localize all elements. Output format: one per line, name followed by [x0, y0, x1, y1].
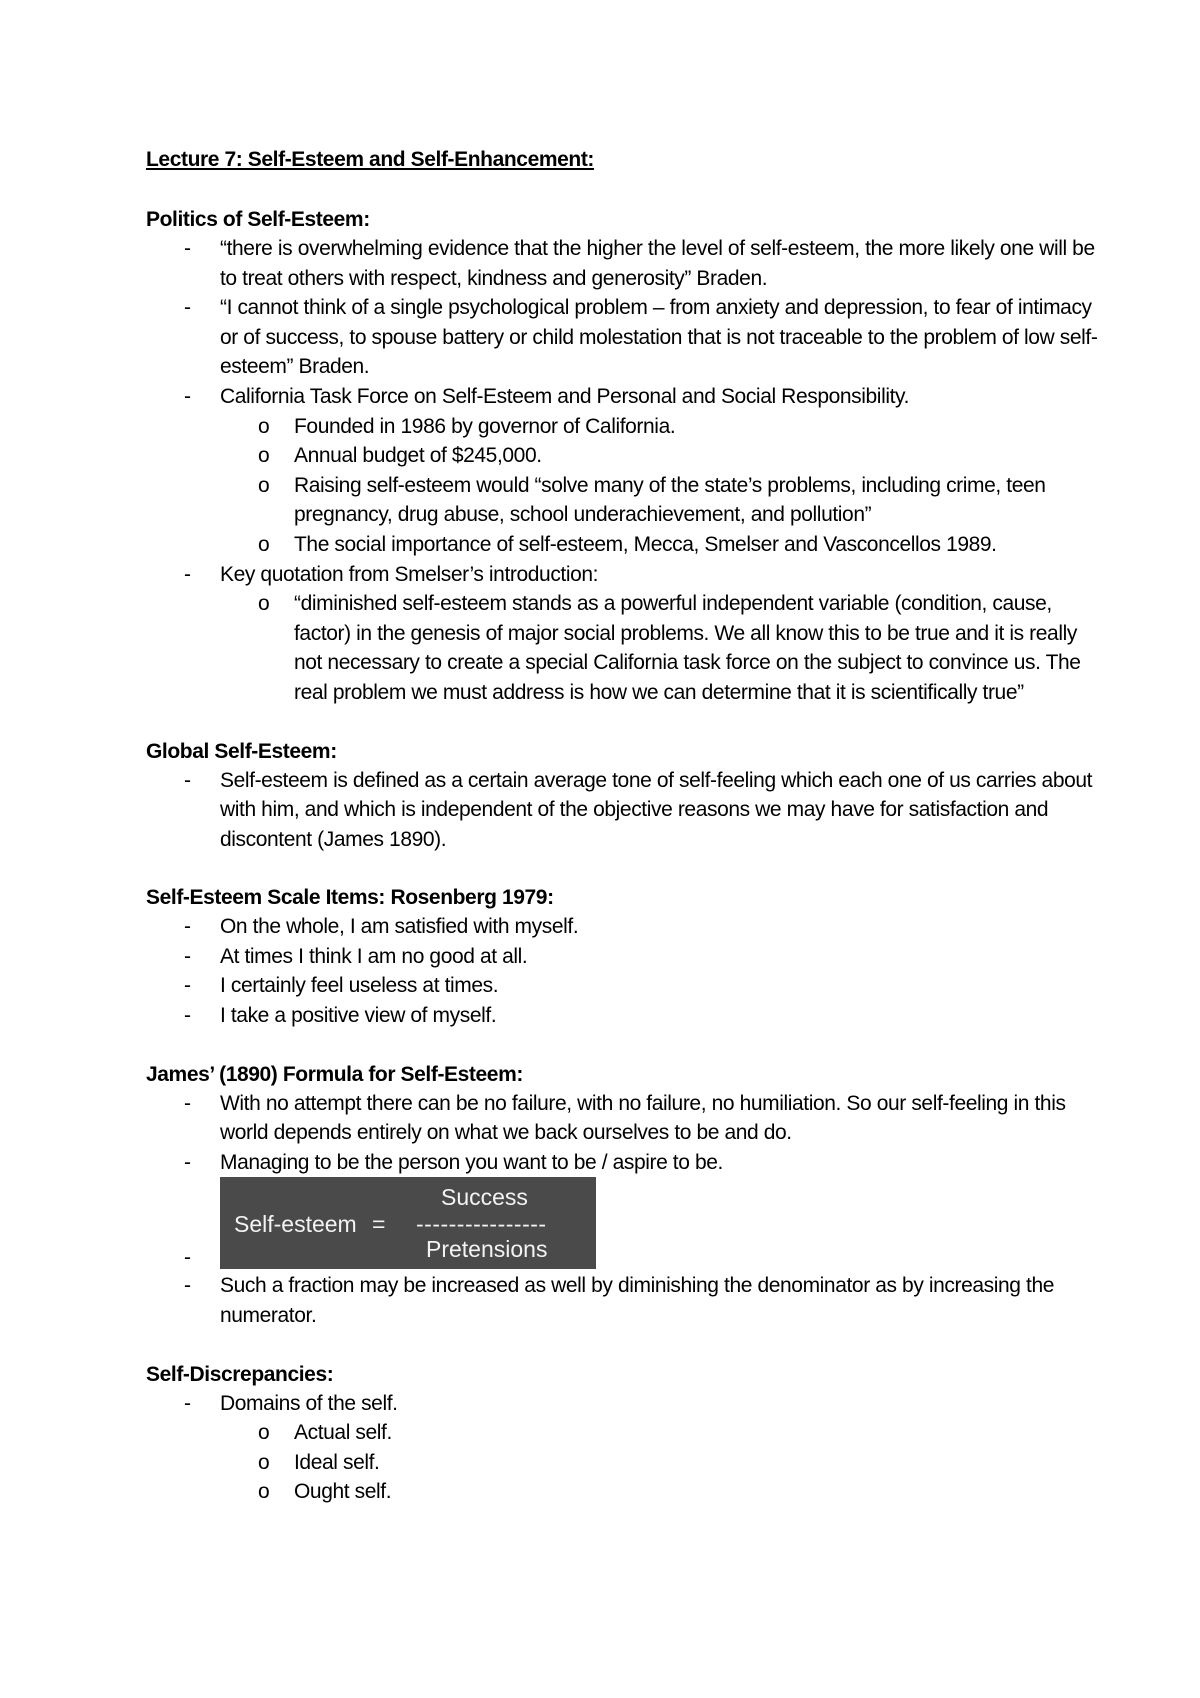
formula-denominator: Pretensions	[426, 1236, 548, 1263]
list-item	[146, 942, 1100, 972]
dash-bullet: -	[184, 296, 191, 320]
domains-sublist	[220, 1418, 1100, 1507]
dash-bullet: -	[184, 1274, 191, 1298]
sub-list-item-text: Annual budget of $245,000.	[294, 444, 542, 468]
circle-bullet: o	[258, 1421, 270, 1445]
sub-list-item	[220, 1477, 1100, 1507]
section-global	[146, 737, 1200, 855]
sub-list-item-text: Founded in 1986 by governor of California.	[294, 414, 676, 438]
section-heading-scale: Self-Esteem Scale Items: Rosenberg 1979:	[146, 886, 554, 910]
sub-list-item	[220, 530, 1100, 560]
list-item-text: Managing to be the person you want to be / aspire to be.	[220, 1150, 723, 1174]
circle-bullet: o	[258, 592, 270, 616]
list-item-text: With no attempt there can be no failure, with no failure, no humiliation. So our self-feeling in this world depends entirely on what we back ourselves to be and do.	[220, 1091, 1066, 1145]
section-heading-james: James’ (1890) Formula for Self-Esteem:	[146, 1062, 523, 1086]
dash-bullet: -	[184, 1091, 191, 1115]
list-item	[146, 766, 1100, 855]
list-item-text: I take a positive view of myself.	[220, 1004, 497, 1028]
dash-bullet: -	[184, 915, 191, 939]
list-item	[146, 382, 1100, 560]
dash-bullet: -	[184, 1391, 191, 1415]
dash-bullet: -	[184, 1150, 191, 1174]
list-item	[146, 1271, 1100, 1330]
page-title: Lecture 7: Self-Esteem and Self-Enhancement:	[146, 148, 595, 171]
circle-bullet: o	[258, 473, 270, 497]
section-heading-politics: Politics of Self-Esteem:	[146, 208, 370, 231]
formula-numerator: Success	[441, 1184, 528, 1211]
section-heading-discrepancies: Self-Discrepancies:	[146, 1362, 334, 1386]
list-item	[146, 234, 1100, 293]
list-item-text: Self-esteem is defined as a certain average tone of self-feeling which each one of us carries about with him, and which is independent of the objective reasons we may have for satisfaction and discontent (James 1890).	[220, 768, 1093, 851]
james-list	[146, 1089, 1200, 1331]
dash-bullet: -	[184, 237, 191, 260]
circle-bullet: o	[258, 1480, 270, 1504]
dash-bullet: -	[184, 384, 191, 408]
list-item	[146, 1001, 1100, 1031]
list-item-text: California Task Force on Self-Esteem and Personal and Social Responsibility.	[220, 384, 910, 408]
section-politics	[146, 205, 1200, 708]
politics-list	[146, 234, 1200, 708]
list-item	[146, 912, 1100, 942]
sub-list-item-text: Ideal self.	[294, 1450, 380, 1474]
formula-fraction-bar: ----------------	[416, 1211, 547, 1238]
formula-list-item	[146, 1177, 1100, 1271]
sub-list-item	[220, 1418, 1100, 1448]
sub-list-item-text: Raising self-esteem would “solve many of the state’s problems, including crime, teen pregnancy, drug abuse, school underachievement, and pollution”	[294, 473, 1046, 527]
sub-list-item	[220, 441, 1100, 471]
list-item-text: “there is overwhelming evidence that the higher the level of self-esteem, the more likely one will be to treat others with respect, kindness and generosity” Braden.	[220, 237, 1095, 290]
list-item	[146, 1089, 1100, 1148]
list-item-text: Key quotation from Smelser’s introduction:	[220, 562, 599, 586]
list-item	[146, 971, 1100, 1001]
section-heading-global: Global Self-Esteem:	[146, 739, 337, 763]
formula-equals: =	[372, 1211, 386, 1238]
list-item-text: I certainly feel useless at times.	[220, 974, 499, 998]
dash-bullet: -	[184, 1246, 191, 1270]
quotation-sublist	[220, 589, 1100, 707]
task-force-sublist	[220, 412, 1100, 560]
scale-list	[146, 912, 1200, 1030]
dash-bullet: -	[184, 944, 191, 968]
list-item-text: “I cannot think of a single psychological problem – from anxiety and depression, to fear of intimacy or of success, to spouse battery or child molestation that is not traceable to the problem of low self-esteem” Braden.	[220, 296, 1098, 379]
section-discrepancies	[146, 1360, 1200, 1507]
list-item	[146, 560, 1100, 708]
sub-list-item-text: The social importance of self-esteem, Mecca, Smelser and Vasconcellos 1989.	[294, 532, 997, 556]
list-item-text: Domains of the self.	[220, 1391, 398, 1415]
formula-lhs: Self-esteem	[234, 1211, 357, 1238]
sub-list-item	[220, 471, 1100, 530]
formula-image	[220, 1177, 596, 1269]
list-item	[146, 1389, 1100, 1507]
dash-bullet: -	[184, 1004, 191, 1028]
circle-bullet: o	[258, 444, 270, 468]
dash-bullet: -	[184, 562, 191, 586]
list-item-text: Such a fraction may be increased as well by diminishing the denominator as by increasing the numerator.	[220, 1274, 1055, 1328]
dash-bullet: -	[184, 974, 191, 998]
sub-list-item	[220, 589, 1100, 707]
list-item-text: On the whole, I am satisfied with myself.	[220, 915, 579, 939]
circle-bullet: o	[258, 414, 270, 438]
sub-list-item-text: “diminished self-esteem stands as a powerful independent variable (condition, cause, factor) in the genesis of major social problems. We all know this to be true and it is really not necessary to create a special California task force on the subject to convince us. The real problem we must address is how we can determine that it is scientifically true”	[294, 592, 1081, 704]
sub-list-item	[220, 412, 1100, 442]
global-list	[146, 766, 1200, 855]
sub-list-item-text: Ought self.	[294, 1480, 392, 1504]
list-item-text: At times I think I am no good at all.	[220, 944, 528, 968]
sub-list-item-text: Actual self.	[294, 1421, 392, 1445]
section-james	[146, 1060, 1200, 1331]
circle-bullet: o	[258, 1450, 270, 1474]
list-item	[146, 1148, 1100, 1178]
section-scale	[146, 883, 1200, 1030]
circle-bullet: o	[258, 532, 270, 556]
dash-bullet: -	[184, 768, 191, 792]
list-item	[146, 293, 1100, 382]
sub-list-item	[220, 1448, 1100, 1478]
discrepancies-list	[146, 1389, 1200, 1507]
